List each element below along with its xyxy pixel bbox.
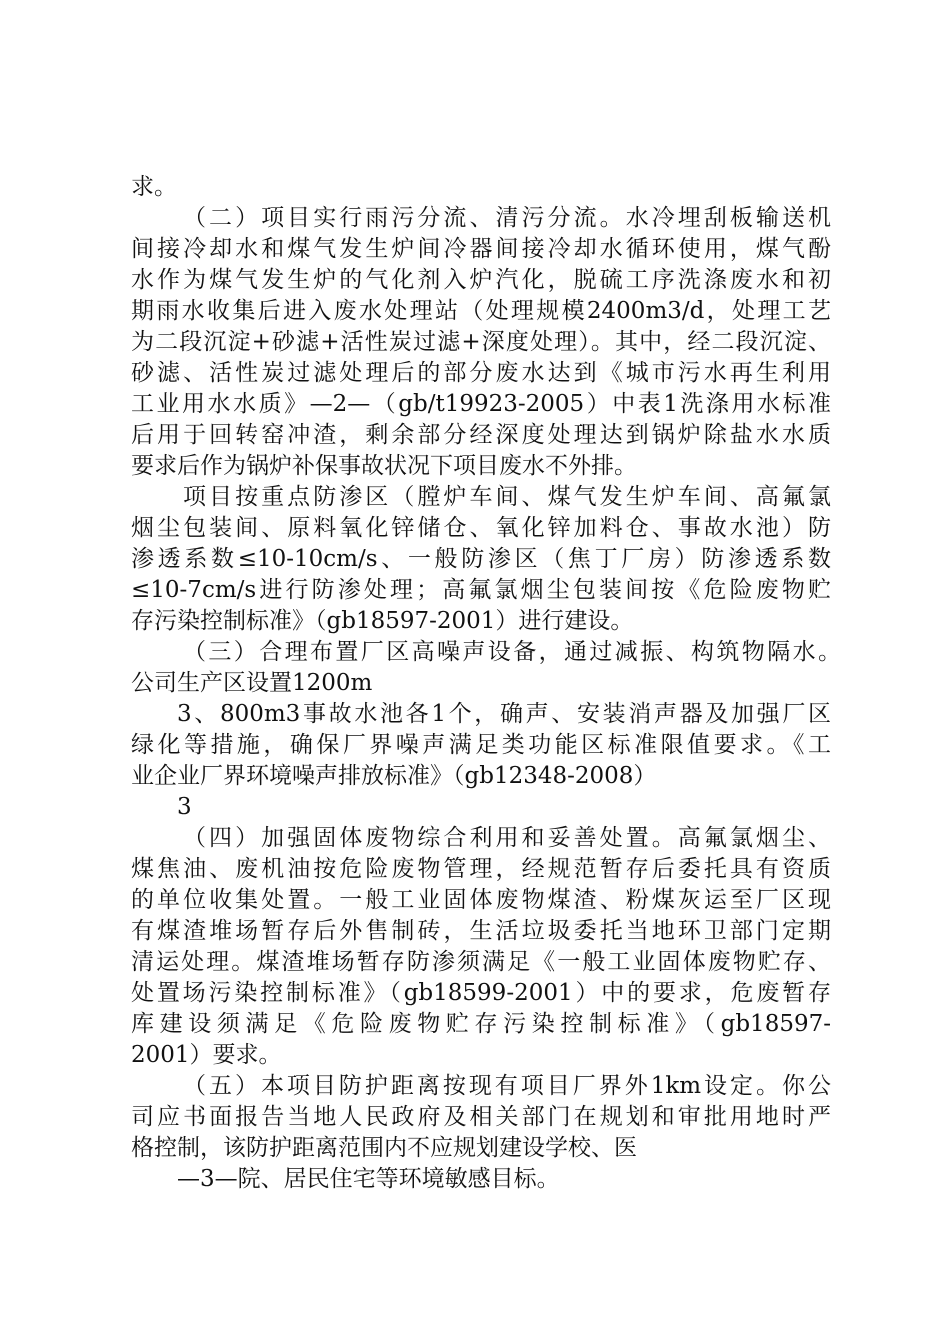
text-line: 工业用水水质》—2—（gb/t19923-2005）中表1洗涤用水标准 [131,391,831,417]
text-line: 3 [177,794,192,820]
text-line: 绿化等措施，确保厂界噪声满足类功能区标准限值要求。《工 [131,732,831,758]
text-line: 为二段沉淀+砂滤+活性炭过滤+深度处理）。其中，经二段沉淀、 [131,329,831,355]
text-line: 处置场污染控制标准》（gb18599-2001）中的要求，危废暂存 [131,980,831,1006]
text-line: 有煤渣堆场暂存后外售制砖，生活垃圾委托当地环卫部门定期 [131,918,831,944]
text-line: 求。 [131,174,177,200]
text-line: 间接冷却水和煤气发生炉间冷器间接冷却水循环使用，煤气酚 [131,236,831,262]
paragraph-line: 项目按重点防渗区（膛炉车间、煤气发生炉车间、高氟氯 [183,484,831,510]
text-line: 公司生产区设置1200m [131,670,373,696]
paragraph-3-line: （三）合理布置厂区高噪声设备，通过减振、构筑物隔水。 [183,639,841,665]
page-number-line: —3—院、居民住宅等环境敏感目标。 [177,1166,560,1192]
text-line: 后用于回转窑冲渣，剩余部分经深度处理达到锅炉除盐水水质 [131,422,831,448]
text-line: 司应书面报告当地人民政府及相关部门在规划和审批用地时严 [131,1104,831,1130]
text-line: 存污染控制标准》（gb18597-2001）进行建设。 [131,608,634,634]
text-line: 格控制，该防护距离范围内不应规划建设学校、医 [131,1135,637,1161]
text-line: 砂滤、活性炭过滤处理后的部分废水达到《城市污水再生利用 [131,360,831,386]
text-line: 2001）要求。 [131,1042,282,1068]
text-line: 业企业厂界环境噪声排放标准》（gb12348-2008） [131,763,657,789]
paragraph-4-line: （四）加强固体废物综合利用和妥善处置。高氟氯烟尘、 [183,825,831,851]
paragraph-5-line: （五）本项目防护距离按现有项目厂界外1km设定。你公 [183,1073,831,1099]
text-line: ≤10-7cm/s进行防渗处理；高氟氯烟尘包装间按《危险废物贮 [131,577,831,603]
text-line: 烟尘包装间、原料氧化锌储仓、氧化锌加料仓、事故水池）防 [131,515,831,541]
text-line: 期雨水收集后进入废水处理站（处理规模2400m3/d，处理工艺 [131,298,831,324]
text-line: 清运处理。煤渣堆场暂存防渗须满足《一般工业固体废物贮存、 [131,949,831,975]
text-line: 库建设须满足《危险废物贮存污染控制标准》（gb18597- [131,1011,831,1037]
paragraph-2-line: （二）项目实行雨污分流、清污分流。水冷埋刮板输送机 [183,205,831,231]
text-line: 煤焦油、废机油按危险废物管理，经规范暂存后委托具有资质 [131,856,831,882]
text-line: 渗透系数≤10-10cm/s、一般防渗区（焦丁厂房）防渗透系数 [131,546,831,572]
text-line: 的单位收集处置。一般工业固体废物煤渣、粉煤灰运至厂区现 [131,887,831,913]
text-line: 水作为煤气发生炉的气化剂入炉汽化，脱硫工序洗涤废水和初 [131,267,831,293]
text-line: 3、800m3事故水池各1个，确声、安装消声器及加强厂区 [177,701,831,727]
text-line: 要求后作为锅炉补保事故状况下项目废水不外排。 [131,453,637,479]
